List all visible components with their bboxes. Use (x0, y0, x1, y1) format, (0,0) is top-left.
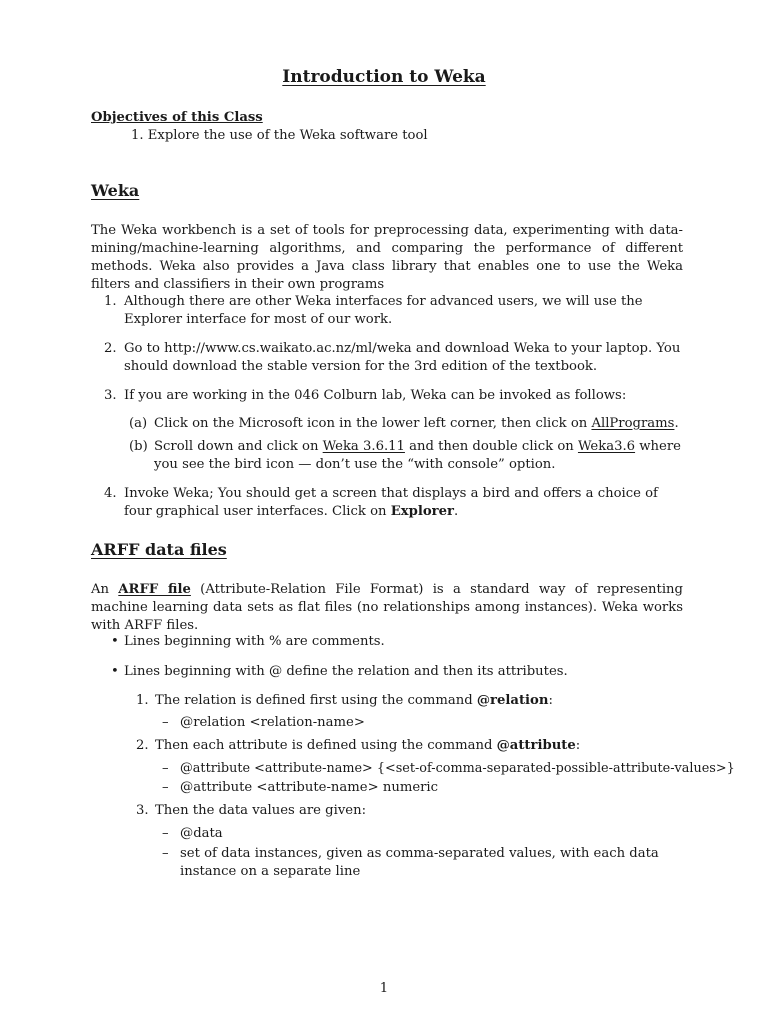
list-item-number: 2. (104, 341, 117, 356)
sublist-item (154, 415, 684, 433)
dash-item: set of data instances, given as comma-separated values, with each data instance on a separate line (180, 846, 659, 879)
list-item-number: 4. (104, 486, 117, 501)
step-text: : (548, 693, 553, 708)
list-item (124, 485, 684, 521)
dash-item: @attribute <attribute-name> {<set-of-comma-separated-possible-attribute-values>} (180, 761, 735, 776)
list-item: Go to http://www.cs.waikato.ac.nz/ml/weka and download Weka to your laptop. You should download the stable version for the 3rd edition of the textbook. (124, 341, 681, 374)
step-item (155, 692, 685, 710)
page-number: 1 (379, 981, 389, 996)
sublist-item (154, 438, 684, 474)
list-item-number: 3. (104, 388, 117, 403)
step-number: 3. (136, 803, 149, 818)
allprograms-link: AllPrograms (591, 416, 675, 431)
dash-item: @data (180, 826, 223, 841)
step-item: Then the data values are given: (155, 803, 367, 818)
bullet-icon: • (111, 634, 119, 649)
weka-intro-paragraph: The Weka workbench is a set of tools for preprocessing data, experimenting with data-mining/machine-learning algorithms, and comparing the performance of different methods. Weka also provides a Java class library that enables one to use the Weka filters and classifiers in their own programs (91, 223, 683, 292)
list-item-number: 1. (104, 294, 117, 309)
dash-item: @relation <relation-name> (180, 715, 365, 730)
weka36-link: Weka3.6 (577, 439, 636, 454)
arff-intro-paragraph (91, 581, 683, 635)
objectives-item: 1. Explore the use of the Weka software tool (131, 128, 428, 143)
page-title: Introduction to Weka (282, 67, 486, 87)
sublist-text: where you see the bird icon — don’t use the “with console” option. (154, 439, 681, 472)
bullet-icon: • (111, 664, 119, 679)
dash-icon: – (162, 826, 169, 841)
weka-version-link: Weka 3.6.11 (322, 439, 405, 454)
explorer-bold: Explorer (390, 504, 454, 519)
sublist-text: Scroll down and click on (154, 439, 323, 454)
section-heading-weka: Weka (91, 181, 140, 200)
objectives-heading: Objectives of this Class (91, 110, 263, 125)
dash-icon: – (162, 846, 169, 861)
step-text: Then each attribute is defined using the command (155, 738, 497, 753)
sublist-text: and then double click on (404, 439, 578, 454)
dash-icon: – (162, 780, 169, 795)
sublist-label: (b) (129, 439, 148, 454)
arff-intro-text: (Attribute-Relation File Format) is a standard way of representing machine learning data sets as flat files (no relationships among instances). Weka works with ARFF files. (91, 582, 683, 633)
arff-file-term: ARFF file (118, 582, 191, 597)
dash-icon: – (162, 715, 169, 730)
section-heading-arff: ARFF data files (91, 540, 227, 559)
sublist-text: . (674, 416, 679, 431)
sublist-text: Click on the Microsoft icon in the lower left corner, then click on (154, 416, 592, 431)
step-number: 2. (136, 738, 149, 753)
list-item: If you are working in the 046 Colburn lab, Weka can be invoked as follows: (124, 388, 627, 403)
bullet-item: Lines beginning with % are comments. (124, 634, 385, 649)
arff-intro-text: An (91, 582, 119, 597)
list-item-text: Invoke Weka; You should get a screen that displays a bird and offers a choice of four graphical user interfaces. Click on (124, 486, 658, 519)
step-item (155, 737, 685, 755)
attribute-keyword: @attribute (496, 738, 576, 753)
step-text: The relation is defined first using the command (155, 693, 477, 708)
bullet-item: Lines beginning with @ define the relation and then its attributes. (124, 664, 568, 679)
sublist-label: (a) (129, 416, 148, 431)
step-number: 1. (136, 693, 149, 708)
list-item-text: . (453, 504, 459, 519)
dash-item: @attribute <attribute-name> numeric (180, 780, 439, 795)
dash-icon: – (162, 761, 169, 776)
list-item: Although there are other Weka interfaces for advanced users, we will use the Explorer interface for most of our work. (124, 294, 643, 327)
step-text: : (575, 738, 581, 753)
relation-keyword: @relation (476, 693, 549, 708)
